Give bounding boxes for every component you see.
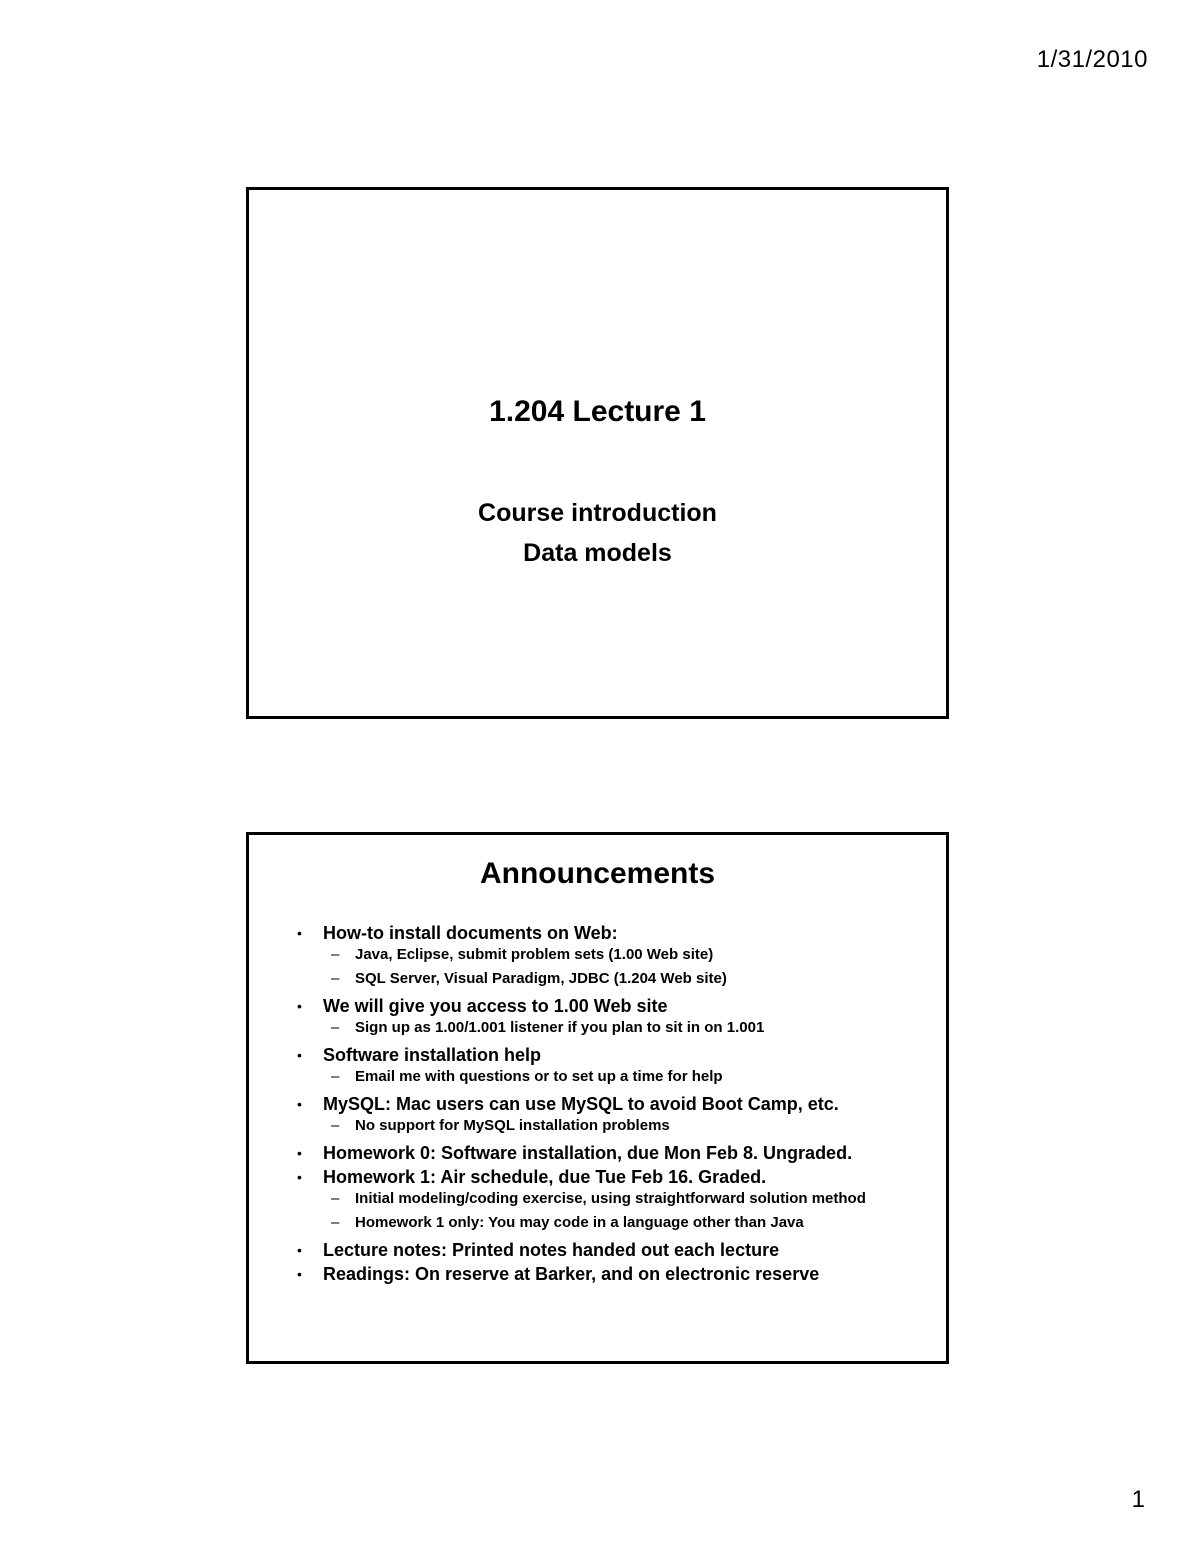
sub-list-item	[323, 1214, 916, 1232]
list-item	[297, 994, 916, 1037]
lecture-title: 1.204 Lecture 1	[489, 395, 706, 428]
bullet-text: MySQL: Mac users can use MySQL to avoid Boot Camp, etc.	[323, 1094, 839, 1114]
bullet-text: Lecture notes: Printed notes handed out each lecture	[323, 1240, 780, 1260]
list-item	[297, 1092, 916, 1135]
list-item	[297, 1165, 916, 1232]
sub-list	[323, 1019, 916, 1037]
bullet-text: Homework 1: Air schedule, due Tue Feb 16. Graded.	[323, 1167, 767, 1187]
announcement-list	[297, 921, 916, 1286]
sub-list	[323, 1068, 916, 1086]
sub-list	[323, 946, 916, 988]
sub-list-item	[323, 946, 916, 964]
list-item	[297, 921, 916, 988]
bullet-text: We will give you access to 1.00 Web site	[323, 996, 668, 1016]
bullet-icon: •	[297, 1145, 302, 1161]
sub-item-text: Initial modeling/coding exercise, using straightforward solution method	[355, 1190, 866, 1207]
sub-item-text: No support for MySQL installation problems	[355, 1117, 670, 1134]
sub-list-item	[323, 1019, 916, 1037]
page-number: 1	[1131, 1486, 1145, 1513]
sub-list-item	[323, 1190, 916, 1208]
sub-item-text: Sign up as 1.00/1.001 listener if you plan to sit in on 1.001	[355, 1019, 765, 1036]
sub-list	[323, 1117, 916, 1135]
bullet-text: Homework 0: Software installation, due Mon Feb 8. Ungraded.	[323, 1143, 853, 1163]
dash-icon: –	[331, 970, 340, 987]
bullet-text: Readings: On reserve at Barker, and on electronic reserve	[323, 1264, 820, 1284]
bullet-icon: •	[297, 925, 302, 941]
dash-icon: –	[331, 1068, 340, 1085]
sub-item-text: Homework 1 only: You may code in a language other than Java	[355, 1214, 804, 1231]
list-item	[297, 1238, 916, 1262]
bullet-icon: •	[297, 998, 302, 1014]
bullet-text: Software installation help	[323, 1045, 542, 1065]
bullet-icon: •	[297, 1266, 302, 1282]
dash-icon: –	[331, 1190, 340, 1207]
sub-list-item	[323, 1117, 916, 1135]
slide-heading: Announcements	[479, 857, 716, 890]
bullet-icon: •	[297, 1169, 302, 1185]
bullet-text: How-to install documents on Web:	[323, 923, 618, 943]
sub-item-text: Java, Eclipse, submit problem sets (1.00 Web site)	[355, 946, 714, 963]
bullet-icon: •	[297, 1047, 302, 1063]
list-item	[297, 1043, 916, 1086]
sub-list	[323, 1190, 916, 1232]
dash-icon: –	[331, 1214, 340, 1231]
dash-icon: –	[331, 946, 340, 963]
lecture-subtitle	[249, 493, 946, 573]
bullet-icon: •	[297, 1096, 302, 1112]
list-item	[297, 1141, 916, 1165]
bullet-icon: •	[297, 1242, 302, 1258]
sub-list-item	[323, 1068, 916, 1086]
sub-list-item	[323, 970, 916, 988]
list-item	[297, 1262, 916, 1286]
sub-item-text: Email me with questions or to set up a time for help	[355, 1068, 723, 1085]
dash-icon: –	[331, 1117, 340, 1134]
slide-title	[246, 187, 949, 719]
dash-icon: –	[331, 1019, 340, 1036]
sub-item-text: SQL Server, Visual Paradigm, JDBC (1.204 Web site)	[355, 970, 727, 987]
slide-announcements	[246, 832, 949, 1364]
page-date: 1/31/2010	[1036, 46, 1148, 73]
subtitle-line-1: Course introduction	[478, 499, 717, 527]
subtitle-line-2: Data models	[523, 539, 672, 567]
